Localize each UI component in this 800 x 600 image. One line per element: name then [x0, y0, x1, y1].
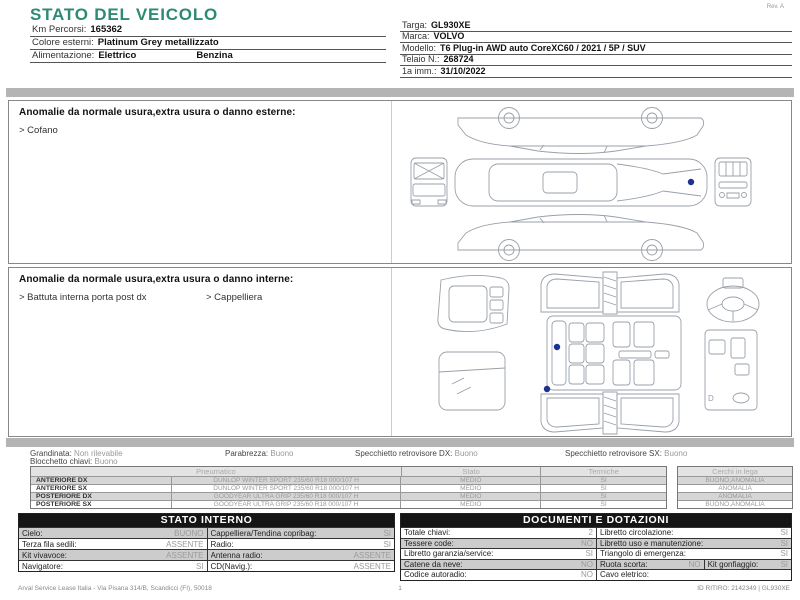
tire-termiche: SI	[540, 493, 666, 500]
table-row	[19, 538, 394, 549]
vehicle-info-right	[400, 20, 792, 78]
km-row	[30, 24, 386, 37]
rim-value: BUONO,ANOMALIA	[705, 477, 765, 484]
documenti-table	[400, 513, 792, 581]
rim-value: BUONO,ANOMALIA	[705, 501, 765, 508]
field-value: SI	[780, 538, 788, 548]
tire-spec: DUNLOP WINTER SPORT 235/60 R18 000/107 H	[171, 485, 401, 492]
brand-row	[400, 32, 792, 44]
table-row	[401, 548, 791, 559]
interior-anomaly-item: > Battuta interna porta post dx	[19, 292, 147, 303]
vehicle-info-left	[30, 24, 386, 63]
blocchetto-field	[30, 457, 118, 466]
stato-header: Stato	[401, 467, 541, 476]
tire-spec: DUNLOP WINTER SPORT 235/60 R18 000/107 H	[171, 477, 401, 484]
interior-anomalies-text	[9, 268, 392, 436]
km-label: Km Percorsi:	[32, 24, 87, 35]
field-label: Triangolo di emergenza:	[600, 549, 686, 559]
footer-company: Arval Service Lease Italia - Via Pisana 314/B, Scandicci (FI), 50018	[18, 585, 212, 592]
table-row	[19, 549, 394, 560]
specchietto-sx-label: Specchietto retrovisore SX:	[565, 449, 662, 458]
tire-stato: MEDIO	[400, 485, 540, 492]
registration-value: 31/10/2022	[440, 66, 486, 76]
stato-interno-title: STATO INTERNO	[19, 514, 394, 527]
svg-text:D: D	[708, 394, 714, 403]
page-title: STATO DEL VEICOLO	[30, 5, 219, 24]
tire-table-header	[31, 467, 666, 476]
plate-value: GL930XE	[431, 20, 471, 30]
brand-label: Marca:	[402, 31, 430, 41]
field-value: SI	[195, 561, 204, 571]
field-value: NO	[688, 559, 701, 569]
field-label: Libretto uso e manutenzione:	[600, 538, 704, 548]
color-label: Colore esterni:	[32, 37, 94, 48]
field-value: 2	[588, 528, 593, 538]
tire-table	[30, 466, 667, 509]
field-label: Catene da neve:	[404, 559, 463, 569]
exterior-anomalies-heading: Anomalie da normale usura,extra usura o danno esterne:	[19, 107, 296, 118]
field-label: Cielo:	[22, 528, 43, 538]
field-label: Antenna radio:	[210, 550, 263, 560]
page-footer	[0, 585, 800, 597]
tire-row	[31, 484, 666, 492]
interior-car-damage-diagram-icon	[397, 268, 791, 436]
grandinata-value: Non rilevabile	[74, 449, 123, 458]
specchietto-dx-value: Buono	[454, 449, 478, 458]
field-label: Radio:	[210, 539, 234, 549]
chassis-value: 268724	[443, 54, 474, 64]
table-row	[401, 569, 791, 580]
registration-label: 1a imm.:	[402, 66, 437, 76]
tire-termiche: SI	[540, 477, 666, 484]
field-label: Libretto circolazione:	[600, 528, 674, 538]
pneumatico-header: Pneumatico	[196, 467, 236, 476]
tire-position: POSTERIORE SX	[36, 501, 92, 508]
stato-interno-table	[18, 513, 395, 572]
field-label: CD(Navig.):	[210, 561, 253, 571]
field-label: Cappelliera/Tendina copribag:	[210, 528, 317, 538]
field-value: SI	[780, 549, 788, 559]
tire-stato: MEDIO	[400, 501, 540, 508]
fuel-value-petrol: Benzina	[196, 50, 233, 61]
parabrezza-field	[225, 449, 294, 458]
interior-anomalies-panel	[8, 267, 792, 437]
tire-position: POSTERIORE DX	[36, 493, 92, 500]
rim-row	[678, 476, 792, 484]
tire-position: ANTERIORE DX	[36, 477, 88, 484]
grandinata-label: Grandinata:	[30, 449, 72, 458]
rims-table-header	[678, 467, 792, 476]
field-value: ASSENTE	[166, 539, 204, 549]
table-row	[401, 559, 791, 570]
field-value: SI	[585, 549, 593, 559]
chassis-row	[400, 55, 792, 67]
termiche-header: Termiche	[540, 467, 666, 476]
color-value: Platinum Grey metallizzato	[97, 37, 219, 48]
footer-page-number: 1	[398, 585, 402, 592]
footer-id-ritiro: ID RITIRO: 2142349 | GL930XE	[697, 585, 790, 592]
tire-row	[31, 500, 666, 508]
plate-row	[400, 20, 792, 32]
interior-damage-marker-battuta	[554, 344, 560, 350]
interior-damage-marker-cappelliera	[544, 386, 550, 392]
specchietto-sx-field	[565, 449, 687, 458]
exterior-anomaly-item: > Cofano	[19, 125, 58, 136]
revision-label: Rev. A	[766, 4, 784, 10]
exterior-damage-marker-cofano	[688, 179, 694, 185]
blocchetto-value: Buono	[94, 457, 118, 466]
section-divider-bar	[6, 88, 794, 97]
table-row	[19, 527, 394, 538]
fuel-value-electric: Elettrico	[98, 50, 137, 61]
field-value: BUONO	[174, 528, 204, 538]
field-label: Totale chiavi:	[404, 528, 451, 538]
field-label: Ruota scorta:	[600, 559, 648, 569]
cerchi-header: Cerchi in lega	[712, 467, 758, 476]
field-label: Libretto garanzia/service:	[404, 549, 494, 559]
field-label: Codice autoradio:	[404, 570, 467, 580]
tire-termiche: SI	[540, 501, 666, 508]
field-label: Cavo eletrico:	[600, 570, 649, 580]
field-value: SI	[383, 528, 391, 538]
section-divider-bar	[6, 438, 794, 447]
documenti-title: DOCUMENTI E DOTAZIONI	[401, 514, 791, 527]
fuel-row	[30, 50, 386, 63]
table-row	[19, 560, 394, 571]
field-value: ASSENTE	[353, 550, 391, 560]
field-value: SI	[383, 539, 391, 549]
km-value: 165362	[90, 24, 123, 35]
model-value: T6 Plug-in AWD auto CoreXC60 / 2021 / 5P / SUV	[440, 43, 646, 53]
parabrezza-value: Buono	[270, 449, 294, 458]
table-row	[401, 538, 791, 549]
parabrezza-label: Parabrezza:	[225, 449, 269, 458]
registration-row	[400, 66, 792, 78]
exterior-anomalies-panel	[8, 100, 792, 264]
model-row	[400, 43, 792, 55]
field-label: Tessere code:	[404, 538, 454, 548]
table-row	[401, 527, 791, 538]
chassis-label: Telaio N.:	[402, 54, 440, 64]
blocchetto-label: Blocchetto chiavi:	[30, 457, 93, 466]
field-value: ASSENTE	[166, 550, 204, 560]
interior-anomalies-heading: Anomalie da normale usura,extra usura o danno interne:	[19, 274, 294, 285]
field-value: SI	[780, 528, 788, 538]
field-value: NO	[581, 559, 593, 569]
field-label: Kit gonfiaggio:	[707, 559, 759, 569]
rims-table	[677, 466, 793, 509]
fuel-label: Alimentazione:	[32, 50, 95, 61]
exterior-car-damage-diagram-icon	[397, 101, 791, 263]
rim-value: ANOMALIA	[718, 493, 752, 500]
field-label: Terza fila sedili:	[22, 539, 77, 549]
model-label: Modello:	[402, 43, 437, 53]
field-value: ASSENTE	[353, 561, 391, 571]
field-value: NO	[581, 570, 593, 580]
rim-row	[678, 484, 792, 492]
brand-value: VOLVO	[433, 31, 465, 41]
tire-spec: GOODYEAR ULTRA GRIP 235/60 R18 000/107 H	[171, 493, 401, 500]
specchietto-dx-label: Specchietto retrovisore DX:	[355, 449, 453, 458]
tire-stato: MEDIO	[400, 477, 540, 484]
tire-spec: GOODYEAR ULTRA GRIP 235/60 R18 000/107 H	[171, 501, 401, 508]
specchietto-dx-field	[355, 449, 478, 458]
field-label: Kit vivavoce:	[22, 550, 67, 560]
tire-stato: MEDIO	[400, 493, 540, 500]
plate-label: Targa:	[402, 20, 428, 30]
tire-position: ANTERIORE SX	[36, 485, 87, 492]
tire-row	[31, 492, 666, 500]
field-value: NO	[581, 538, 593, 548]
color-row	[30, 37, 386, 50]
rim-value: ANOMALIA	[718, 485, 752, 492]
rim-row	[678, 492, 792, 500]
condition-summary	[0, 449, 800, 467]
tire-termiche: SI	[540, 485, 666, 492]
interior-anomaly-item: > Cappelliera	[206, 292, 263, 303]
specchietto-sx-value: Buono	[664, 449, 688, 458]
field-value: SI	[780, 559, 788, 569]
field-label: Navigatore:	[22, 561, 63, 571]
exterior-anomalies-text	[9, 101, 392, 263]
tire-row	[31, 476, 666, 484]
rim-row	[678, 500, 792, 508]
